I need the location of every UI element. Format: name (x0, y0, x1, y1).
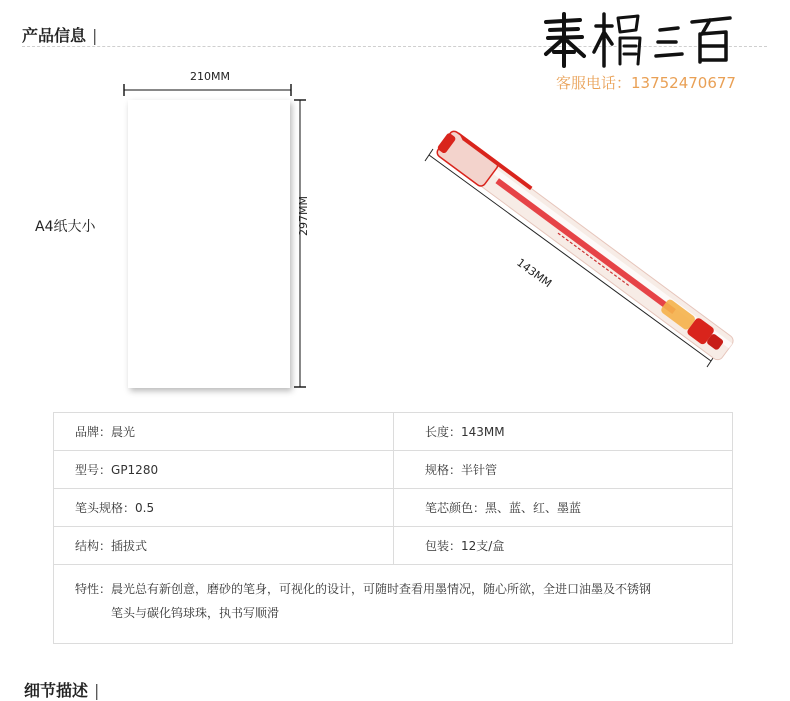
spec-value: 0.5 (135, 500, 155, 515)
feature-label: 特性： (75, 582, 112, 596)
spec-label: 包装： (425, 539, 462, 553)
paper-width-label: 210MM (190, 70, 230, 83)
spec-cell-type (393, 451, 732, 488)
spec-label: 笔头规格： (75, 501, 136, 515)
table-row (54, 489, 732, 527)
brand-logo-text: 奉橘三百 (540, 8, 544, 9)
spec-cell-tip-size (54, 489, 393, 526)
brand-logo (540, 8, 740, 68)
feature-line-1 (75, 577, 732, 601)
pen-illustration (415, 115, 755, 375)
a4-paper-illustration (128, 100, 290, 388)
spec-label: 结构： (75, 539, 112, 553)
spec-value: 12支/盒 (461, 539, 505, 553)
spec-value: 晨光 (111, 425, 136, 439)
spec-label: 规格： (425, 463, 462, 477)
spec-cell-brand (54, 413, 393, 450)
paper-height-label: 297MM (297, 196, 310, 236)
spec-feature-row (54, 565, 732, 643)
spec-label: 型号： (75, 463, 112, 477)
spec-cell-packaging (393, 527, 732, 564)
spec-value: 143MM (461, 424, 505, 439)
spec-table (53, 412, 733, 644)
section-title-details (24, 678, 99, 701)
table-row (54, 527, 732, 565)
table-row (54, 413, 732, 451)
spec-label: 品牌： (75, 425, 112, 439)
section-title-text: 产品信息 (22, 26, 87, 45)
spec-cell-length (393, 413, 732, 450)
section-title-product-info (22, 23, 97, 46)
feature-text: 晨光总有新创意，磨砂的笔身，可视化的设计，可随时查看用墨情况，随心所欲，全进口油墨及不锈钢 (111, 582, 652, 596)
spec-cell-ink-colors (393, 489, 732, 526)
paper-width-dimension (120, 82, 296, 98)
spec-cell-model (54, 451, 393, 488)
spec-label: 笔芯颜色： (425, 501, 486, 515)
spec-cell-structure (54, 527, 393, 564)
spec-label: 长度： (425, 425, 462, 439)
spec-value: 插拔式 (111, 539, 148, 553)
section-title-bar: | (92, 26, 98, 45)
section-title-text: 细节描述 (24, 681, 89, 700)
spec-value: 黑、蓝、红、墨蓝 (485, 501, 582, 515)
paper-size-label: A4纸大小 (35, 219, 96, 235)
paper-height-dimension (292, 96, 308, 392)
spec-value: GP1280 (111, 462, 159, 477)
customer-service-hotline: 客服电话：13752470677 (556, 74, 736, 92)
section-title-bar: | (94, 681, 100, 700)
spec-value: 半针管 (461, 463, 498, 477)
pen-length-label: 143MM (514, 256, 555, 291)
table-row (54, 451, 732, 489)
feature-line-2: 笔头与碳化钨球珠，执书写顺滑 (111, 606, 280, 620)
